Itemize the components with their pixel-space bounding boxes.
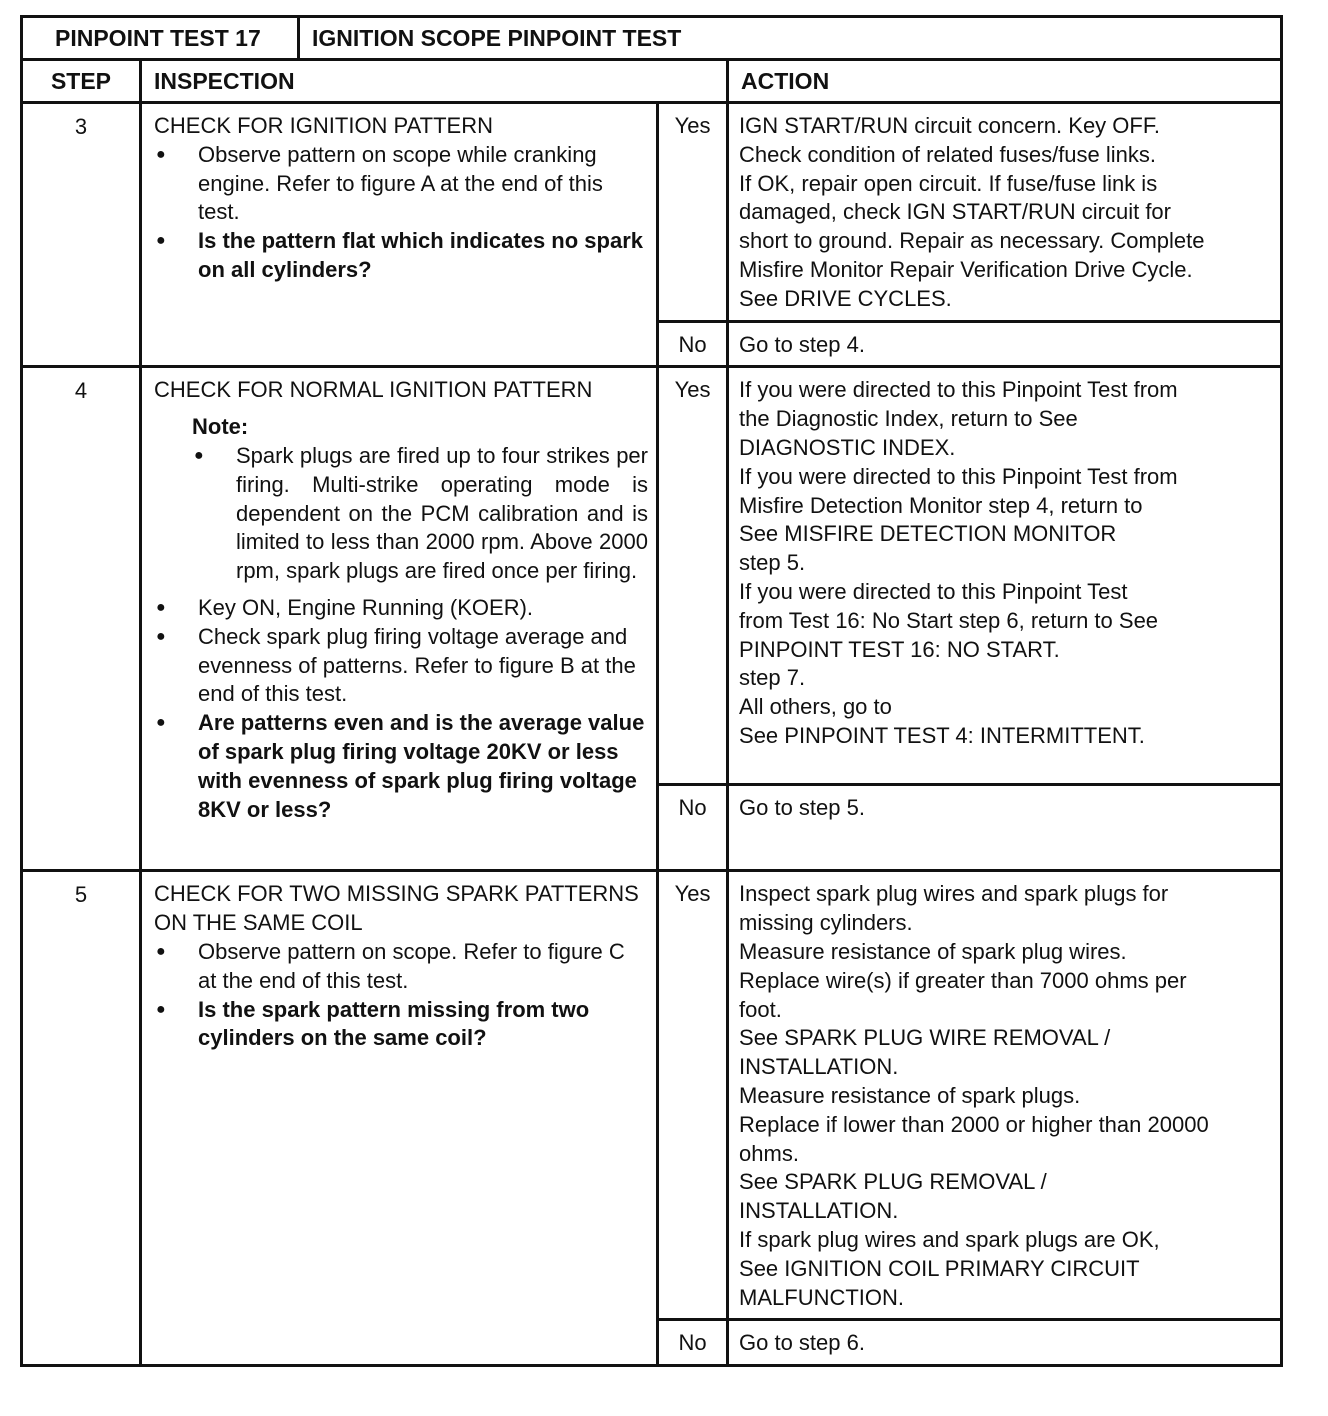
inspection-bullet: ● Observe pattern on scope while cranking engine. Refer to figure A at the end of this test.	[154, 141, 648, 227]
step-heading: CHECK FOR IGNITION PATTERN	[154, 113, 493, 138]
step-number: 5	[22, 871, 141, 1366]
inspection-header: INSPECTION	[141, 61, 728, 103]
step-header: STEP	[22, 61, 141, 103]
bullet-icon: ●	[156, 714, 166, 732]
bullet-icon: ●	[156, 942, 166, 960]
no-label: No	[658, 785, 728, 871]
yes-label: Yes	[658, 871, 728, 1320]
inspection-question: ● Are patterns even and is the average value of spark plug firing voltage 20KV or less with evenness of spark plug firing voltage 8KV or less?	[154, 709, 648, 824]
inspection-bullet: ● Check spark plug firing voltage average and evenness of patterns. Refer to figure B at the end of this test.	[154, 623, 648, 709]
yes-action: Inspect spark plug wires and spark plugs for missing cylinders. Measure resistance of spark plug wires. Replace wire(s) if greater than 7000 ohms per foot. See SPARK PLUG WIRE REMOVAL / INSTALLATION. Measure resistance of spark plugs. Replace if lower than 2000 or higher than 20000 ohms. See SPARK PLUG REMOVAL / INSTALLATION. If spark plug wires and spark plugs are OK, See IGNITION COIL PRIMARY CIRCUIT MALFUNCTION.	[728, 871, 1282, 1320]
bullet-icon: ●	[156, 1000, 166, 1018]
no-action: Go to step 5.	[728, 785, 1282, 871]
bullet-icon: ●	[156, 598, 166, 616]
bullet-icon: ●	[156, 232, 166, 250]
inspection-cell	[141, 103, 658, 367]
inspection-cell	[141, 367, 658, 871]
step-number: 3	[22, 103, 141, 367]
inspection-question: ● Is the spark pattern missing from two cylinders on the same coil?	[154, 996, 648, 1054]
action-header: ACTION	[728, 61, 1282, 103]
bullet-icon: ●	[156, 145, 166, 163]
no-action: Go to step 4.	[728, 321, 1282, 367]
yes-action: IGN START/RUN circuit concern. Key OFF. Check condition of related fuses/fuse links. If OK, repair open circuit. If fuse/fuse link is damaged, check IGN START/RUN circuit for short to ground. Repair as necessary. Complete Misfire Monitor Repair Verification Drive Cycle. See DRIVE CYCLES.	[728, 103, 1282, 322]
yes-action: If you were directed to this Pinpoint Test from the Diagnostic Index, return to See DIAGNOSTIC INDEX. If you were directed to this Pinpoint Test from Misfire Detection Monitor step 4, return to See MISFIRE DETECTION MONITOR step 5. If you were directed to this Pinpoint Test from Test 16: No Start step 6, return to See PINPOINT TEST 16: NO START. step 7. All others, go to See PINPOINT TEST 4: INTERMITTENT.	[728, 367, 1282, 785]
note-block	[192, 413, 648, 586]
no-label: No	[658, 1320, 728, 1366]
test-name: IGNITION SCOPE PINPOINT TEST	[299, 17, 1282, 60]
inspection-bullet: ● Observe pattern on scope. Refer to figure C at the end of this test.	[154, 938, 648, 996]
note-label: Note:	[192, 414, 249, 440]
inspection-cell	[141, 871, 658, 1366]
yes-label: Yes	[658, 367, 728, 785]
inspection-bullet: ● Key ON, Engine Running (KOER).	[154, 594, 648, 623]
bullet-icon: ●	[156, 627, 166, 645]
step-number: 4	[22, 367, 141, 871]
no-action: Go to step 6.	[728, 1320, 1282, 1366]
step-heading: CHECK FOR TWO MISSING SPARK PATTERNS ON THE SAME COIL	[154, 881, 639, 936]
test-number: PINPOINT TEST 17	[22, 17, 299, 60]
pinpoint-test-sheet	[20, 15, 1280, 1367]
bullet-icon: ●	[194, 446, 204, 464]
step-heading: CHECK FOR NORMAL IGNITION PATTERN	[154, 377, 593, 403]
yes-label: Yes	[658, 103, 728, 322]
title-bar	[20, 15, 1283, 61]
steps-table	[20, 61, 1283, 1367]
inspection-question: ● Is the pattern flat which indicates no spark on all cylinders?	[154, 227, 648, 285]
note-bullet: ● Spark plugs are fired up to four strikes per firing. Multi-strike operating mode is dependent on the PCM calibration and is limited to less than 2000 rpm. Above 2000 rpm, spark plugs are fired once per firing.	[192, 442, 648, 586]
no-label: No	[658, 321, 728, 367]
